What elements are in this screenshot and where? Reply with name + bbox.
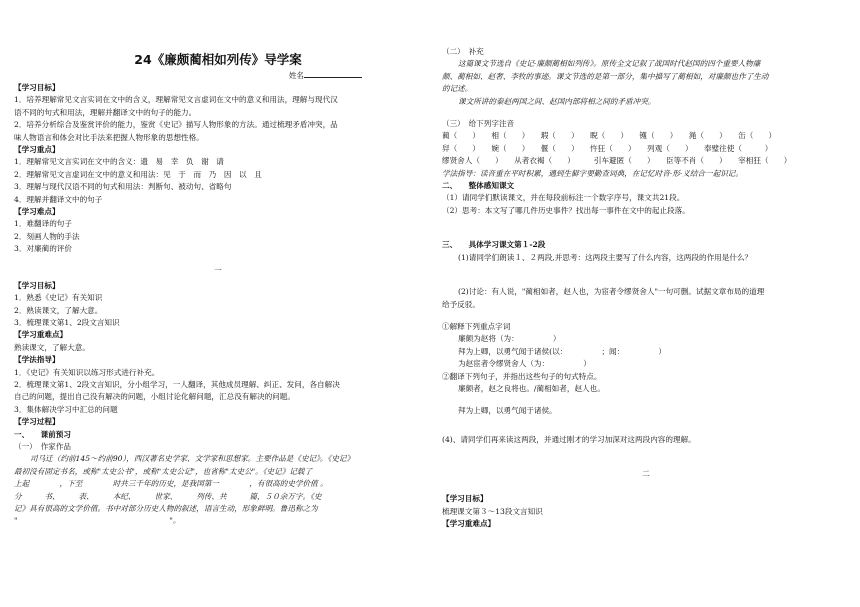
goal-line: 语不同的句式和用法，理解并翻译文中的句子的能力。 bbox=[14, 107, 197, 117]
name-blank[interactable] bbox=[304, 68, 362, 78]
author-subheading: （一） 作家作品 bbox=[14, 441, 71, 451]
author-paragraph-line: 司马迁（约前145～约前90），西汉著名史学家、文学家和思想家。主要作品是《史记》。《史记》 bbox=[30, 454, 355, 464]
method-line: 1．《史记》有关知识以练习形式进行补充。 bbox=[14, 367, 160, 377]
goal-line: 味人物语言和体会对比手法来把握人物形象的思想性格。 bbox=[14, 132, 204, 142]
pinyin-line: 缪贤舍人（ ） 从者衣褐（ ） 引车避匿（ ） 臣等不肖（ ） 宰相狂（ ） bbox=[442, 156, 792, 166]
method-line: 2．梳理课文第1、2段文言知识，分小组学习，一人翻译，其他成员理解、纠正、发问，各自解决 bbox=[14, 379, 340, 389]
author-paragraph-line: " "。 bbox=[14, 516, 181, 526]
pinyin-line: 蔺（ ） 相（ ） 瑕（ ） 睨（ ） 镬（ ） 渑（ ） 缶（ ） bbox=[442, 131, 777, 141]
goal-heading-1: 【学习目标】 bbox=[14, 83, 60, 92]
translate-line: 拜为上卿，以勇气闻于诸侯。 bbox=[458, 406, 557, 416]
method-line: 自己的问题，提出自己没有解决的问题，小组讨论化解问题，汇总没有解决的问题。 bbox=[14, 392, 295, 402]
goal-line: 3．梳理课文第1、2段文言知识 bbox=[14, 317, 120, 327]
author-paragraph-line: 记》具有很高的文学价值。书中对部分历史人物的叙述，语言生动，形象鲜明。鲁迅称之为 bbox=[14, 504, 318, 513]
explain-line: 拜为上卿，以勇气闻于诸侯(以： ；闻： ） bbox=[458, 346, 666, 356]
supplement-line: 颇、蔺相如、赵奢、李牧的事迹。课文节选的是第一部分，集中描写了蔺相如，对廉颇也作了生动 bbox=[442, 71, 769, 81]
difficulty-heading-1: 【学习难点】 bbox=[14, 207, 60, 217]
key-line: 2．理解常见文言虚词在文中的意义和用法：见 于 而 乃 因 以 且 bbox=[14, 169, 262, 179]
name-label: 姓名 bbox=[288, 71, 304, 80]
key-difficulty-heading: 【学习重难点】 bbox=[14, 330, 68, 340]
key-line: 熟读课文，了解大意。 bbox=[14, 342, 90, 352]
supplement-line: 的记述。 bbox=[442, 84, 473, 94]
difficulty-line: 1．难翻译的句子 bbox=[14, 219, 72, 229]
goal-line: 2．培养分析综合及鉴赏评价的能力，鉴赏《史记》描写人物形象的方法。通过梳理矛盾冲突，品 bbox=[14, 120, 338, 130]
pinyin-guide: 学法指导：读音重在平时积累，遇到生僻字要勤查词典，在记忆时音·形·义结合一起识记。 bbox=[442, 168, 743, 178]
key-heading-1: 【学习重点】 bbox=[14, 145, 60, 155]
left-column bbox=[14, 0, 422, 528]
explain-heading: ①解释下列重点字词 bbox=[442, 321, 511, 331]
method-line: 3．集体解决学习中汇总的问题 bbox=[14, 404, 118, 414]
explain-line: 为赵宦者令缪贤舍人（为： ） bbox=[458, 359, 591, 369]
key-line: 4．理解并翻译文中的句子 bbox=[14, 194, 103, 204]
right-column bbox=[442, 46, 850, 530]
method-heading: 【学法指导】 bbox=[14, 355, 60, 365]
goal-line: 2．熟读课文，了解大意。 bbox=[14, 305, 103, 315]
question-2-line: (2)讨论：有人说，"蔺相如者，赵人也，为宦者令缪贤舍人"一句可删。试据文章布局的道理 bbox=[458, 287, 765, 297]
difficulty-line: 2．刻画人物的手法 bbox=[14, 231, 80, 241]
supplement-heading: （二） 补充 bbox=[442, 47, 484, 56]
process-heading: 【学习过程】 bbox=[14, 417, 60, 427]
translate-heading: ②翻译下列句子，并指出这些句子的句式特点。 bbox=[442, 371, 602, 381]
goal-heading-2: 【学习目标】 bbox=[14, 280, 60, 290]
difficulty-line: 3．对廉蔺的评价 bbox=[14, 244, 72, 254]
author-paragraph-line: 分 书、 表、 本纪、 世家、 列传、共 篇，５０余万字。《史 bbox=[14, 491, 322, 501]
overall-line: （2）思考：本文写了哪几件历史事件？找出每一事件在文中的起止段落。 bbox=[442, 205, 690, 215]
question-2-line: 给予反驳。 bbox=[442, 299, 480, 309]
translate-line: 廉颇者，赵之良将也。/蔺相如者，赵人也。 bbox=[458, 383, 605, 393]
name-field bbox=[14, 68, 422, 82]
key-line: 3．理解与现代汉语不同的句式和用法：判断句、被动句、省略句 bbox=[14, 182, 232, 192]
key-difficulty-heading-2: 【学习重难点】 bbox=[442, 518, 496, 528]
overall-heading: 二、 整体感知课文 bbox=[442, 181, 515, 191]
question-1: (1)请同学们朗读１、２两段,并思考：这两段主要写了什么内容，这两段的作用是什么？ bbox=[458, 252, 753, 262]
goal-heading-3: 【学习目标】 bbox=[442, 494, 488, 504]
page-title: 24《廉颇蔺相如列传》导学案 bbox=[134, 52, 302, 67]
overall-line: （1）请同学们默读课文，并在每段前标注一个数字序号，课文共21段。 bbox=[442, 193, 685, 203]
explain-line: 廉颇为赵将（为： ） bbox=[458, 334, 561, 344]
question-4: (4)、请同学们再来读这两段，并通过刚才的学习加深对这两段内容的理解。 bbox=[442, 434, 696, 444]
section-separator-2: 二 bbox=[642, 469, 650, 479]
goal-line: 1．熟悉《史记》有关知识 bbox=[14, 293, 103, 303]
detail-study-heading: 三、 具体学习课文第１-2段 bbox=[442, 240, 546, 250]
pinyin-line: 舁（ ） 婉（ ） 偃（ ） 忤狂（ ） 列观（ ） 奉璧往使（ ） bbox=[442, 143, 773, 153]
author-paragraph-line: 上起 ，下至 时共三千年的历史，是我国第一 ，有很高的史学价值 。 bbox=[14, 479, 328, 489]
goal-line: 1．培养理解常见文言实词在文中的含义，理解常见文言虚词在文中的意义和用法，理解与现代汉 bbox=[14, 95, 338, 105]
supplement-line: 课文所讲的秦赵两国之间、赵国内部将相之间的矛盾冲突。 bbox=[458, 96, 656, 106]
pinyin-heading: （三） 给下列字注音 bbox=[442, 119, 515, 129]
key-line: 1．理解常见文言实词在文中的含义：遗 易 幸 负 谢 请 bbox=[14, 157, 224, 167]
goal-line: 梳理课文第３～13段文言知识 bbox=[442, 506, 543, 516]
section-separator-1: 一 bbox=[214, 265, 222, 275]
preview-heading: 一、 课前预习 bbox=[14, 429, 71, 439]
author-paragraph-line: 最初没有固定书名，或称"太史公书"，或称"太史公记"，也省称"太史公"。《史记》记载了 bbox=[14, 466, 313, 476]
supplement-line: 这篇课文节选自《史记·廉颇蔺相如列传》。原传全文记叙了战国时代赵国的四个重要人物廉 bbox=[458, 59, 761, 69]
